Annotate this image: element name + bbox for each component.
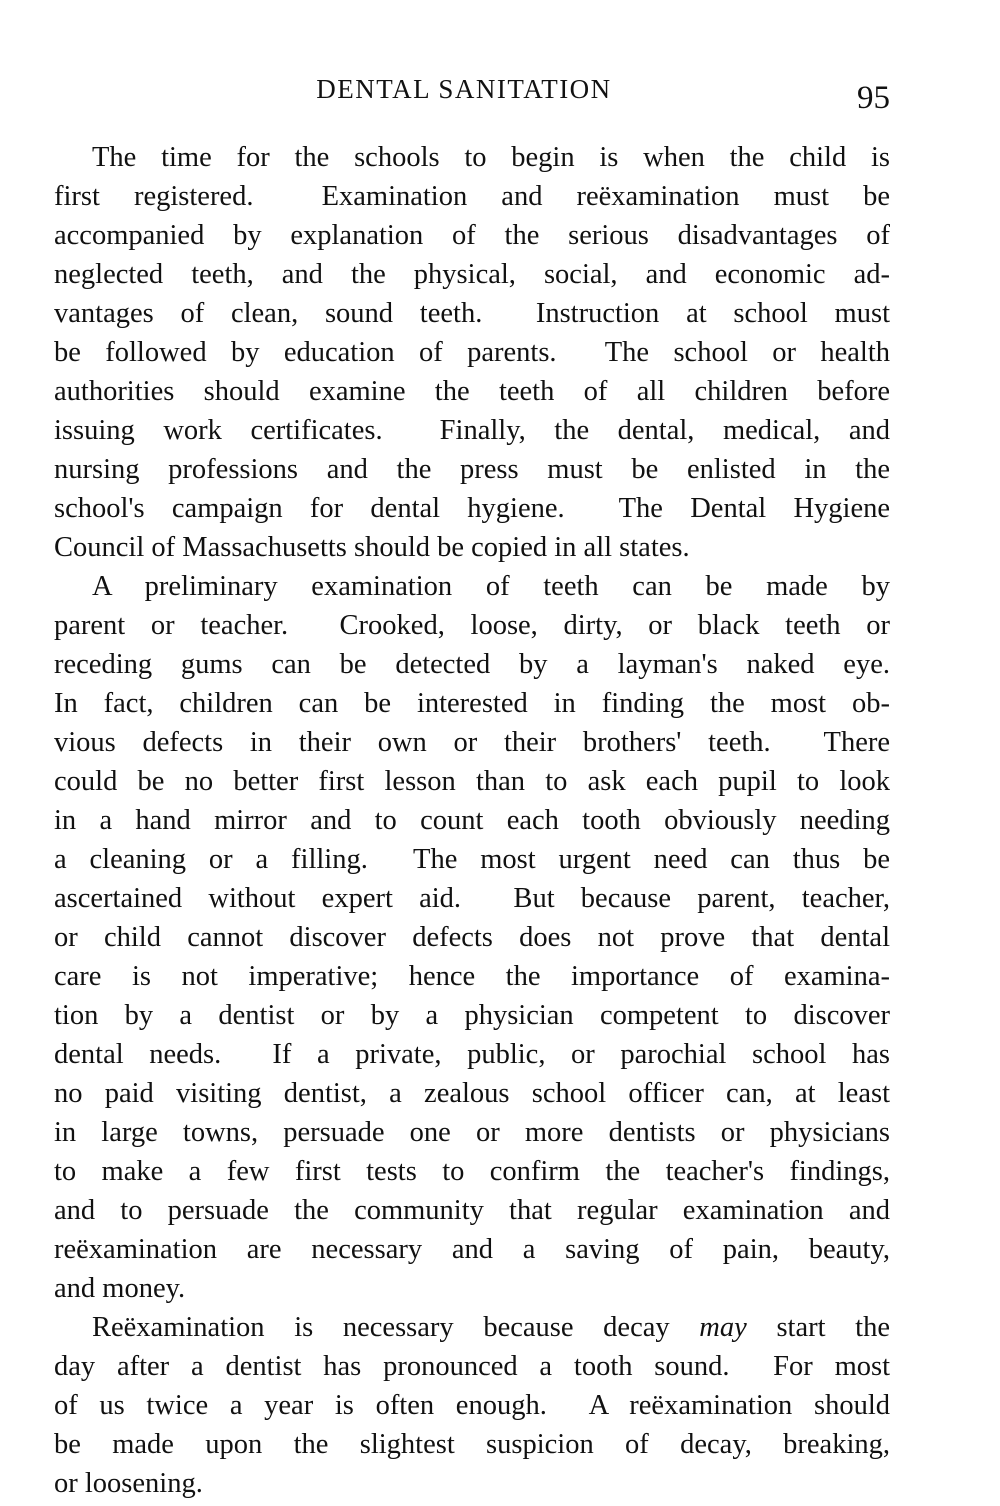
text-line: no paid visiting dentist, a zealous school officer can, at least xyxy=(54,1078,890,1109)
text-line: neglected teeth, and the physical, social, and economic ad- xyxy=(54,259,890,290)
text-line xyxy=(54,1308,890,1347)
text-line: parent or teacher. Crooked, loose, dirty, or black teeth or xyxy=(54,610,890,641)
paragraph-3 xyxy=(54,1308,890,1503)
text-run: Reëxamination is necessary because decay xyxy=(92,1312,700,1343)
text-line: receding gums can be detected by a layman's naked eye. xyxy=(54,649,890,680)
paragraph-2 xyxy=(54,567,890,1308)
text-line: reëxamination are necessary and a saving of pain, beauty, xyxy=(54,1234,890,1265)
text-line: be made upon the slightest suspicion of decay, breaking, xyxy=(54,1429,890,1460)
page-number: 95 xyxy=(857,80,890,116)
text-line: of us twice a year is often enough. A reëxamination should xyxy=(54,1390,890,1421)
text-line: In fact, children can be interested in finding the most ob- xyxy=(54,688,890,719)
text-line: Council of Massachusetts should be copied in all states. xyxy=(54,532,690,563)
emphasized-word: may xyxy=(699,1312,747,1343)
text-line: to make a few first tests to confirm the teacher's findings, xyxy=(54,1156,890,1187)
text-line: issuing work certificates. Finally, the dental, medical, and xyxy=(54,415,890,446)
text-line: and to persuade the community that regular examination and xyxy=(54,1195,890,1226)
text-run: start the xyxy=(746,1312,891,1343)
text-line: accompanied by explanation of the serious disadvantages of xyxy=(54,220,890,251)
text-line: in large towns, persuade one or more dentists or physicians xyxy=(54,1117,890,1148)
text-line: and money. xyxy=(54,1273,186,1304)
text-line: be followed by education of parents. The school or health xyxy=(54,337,890,368)
text-line: vious defects in their own or their brothers' teeth. There xyxy=(54,727,890,758)
text-line: care is not imperative; hence the importance of examina- xyxy=(54,961,890,992)
text-line: day after a dentist has pronounced a tooth sound. For most xyxy=(54,1351,890,1382)
paragraph-1 xyxy=(54,138,890,567)
running-head xyxy=(54,72,890,116)
text-line: A preliminary examination of teeth can be made by xyxy=(92,571,890,602)
text-line: or loosening. xyxy=(54,1468,203,1499)
text-line: or child cannot discover defects does not prove that dental xyxy=(54,922,890,953)
text-line: ascertained without expert aid. But because parent, teacher, xyxy=(54,883,890,914)
text-line: tion by a dentist or by a physician competent to discover xyxy=(54,1000,890,1031)
text-line: a cleaning or a filling. The most urgent need can thus be xyxy=(54,844,890,875)
text-line: school's campaign for dental hygiene. The Dental Hygiene xyxy=(54,493,890,524)
text-line: dental needs. If a private, public, or parochial school has xyxy=(54,1039,890,1070)
running-title: DENTAL SANITATION xyxy=(316,74,612,104)
text-line: first registered. Examination and reëxamination must be xyxy=(54,181,890,212)
text-line: nursing professions and the press must be enlisted in the xyxy=(54,454,890,485)
text-line: The time for the schools to begin is when the child is xyxy=(92,142,890,173)
text-line: authorities should examine the teeth of all children before xyxy=(54,376,890,407)
text-line: in a hand mirror and to count each tooth obviously needing xyxy=(54,805,890,836)
text-line: could be no better first lesson than to ask each pupil to look xyxy=(54,766,890,797)
body-text xyxy=(54,138,890,1503)
text-line: vantages of clean, sound teeth. Instruction at school must xyxy=(54,298,890,329)
